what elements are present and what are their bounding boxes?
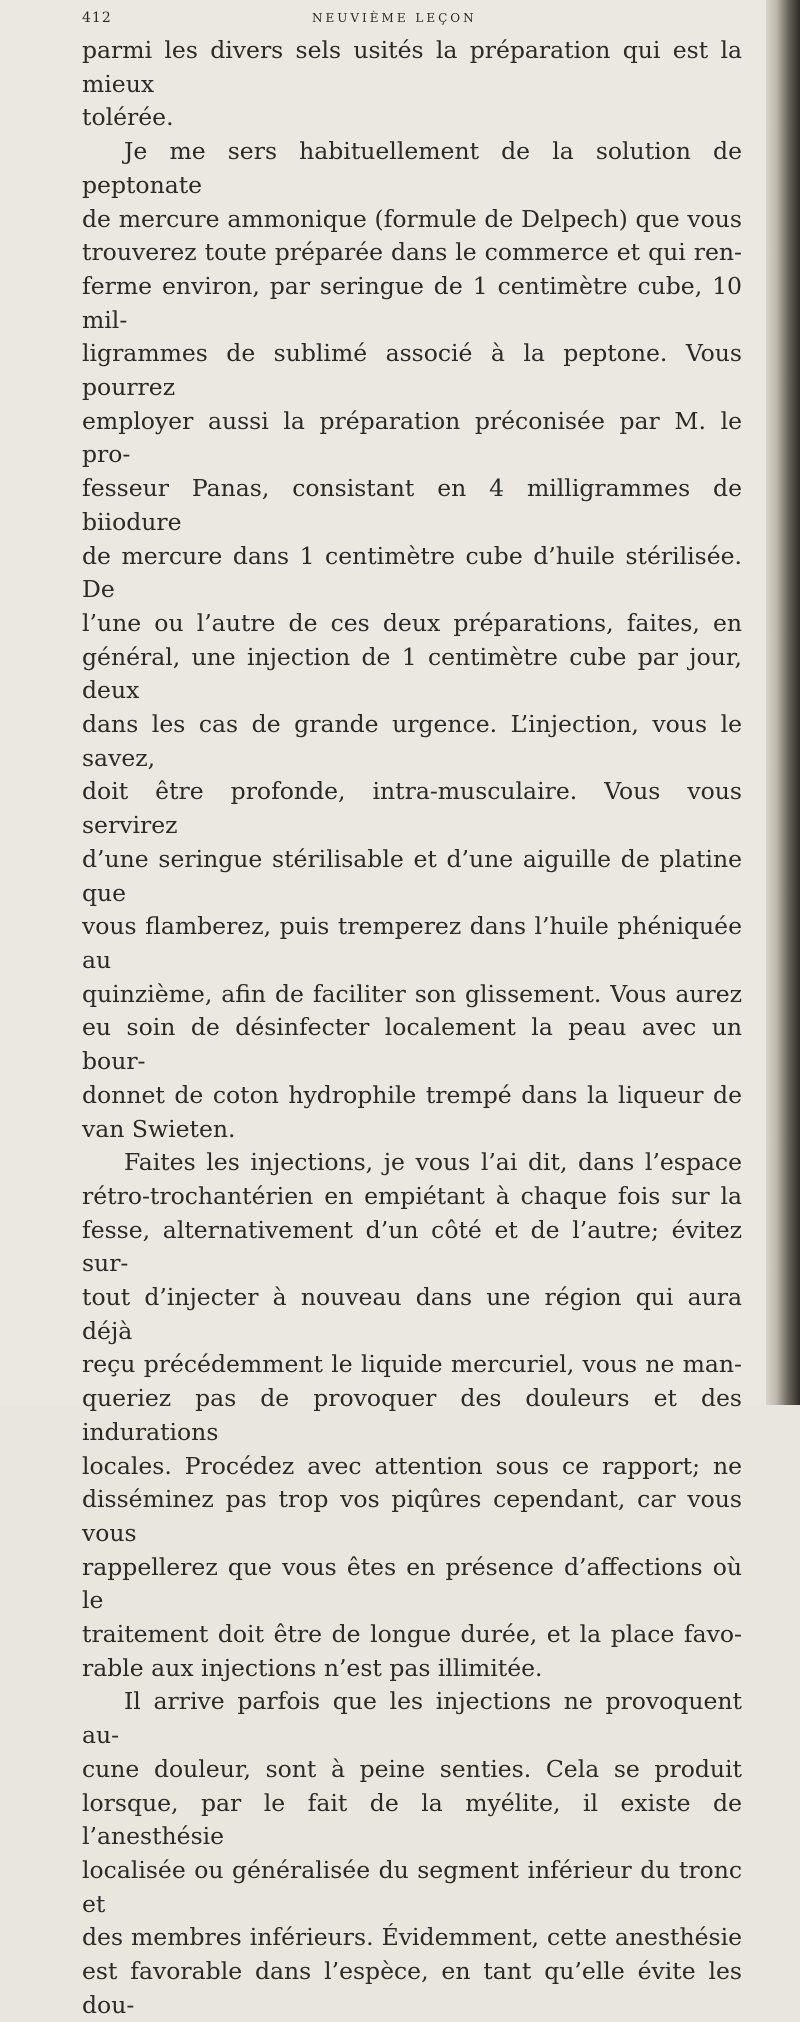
page-number: 412: [82, 10, 112, 26]
text-line: van Swieten.: [82, 1114, 236, 1143]
text-line: trouverez toute préparée dans le commerce et qui ren-: [82, 238, 742, 267]
text-line: quinzième, afin de faciliter son glissement. Vous aurez: [82, 979, 742, 1008]
text-line: rappellerez que vous êtes en présence d’affections où le: [82, 1552, 742, 1615]
text-line: cune douleur, sont à peine senties. Cela se produit: [82, 1754, 742, 1783]
text-line: doit être profonde, intra-musculaire. Vous vous servirez: [82, 777, 742, 840]
text-line: des membres inférieurs. Évidemment, cette anesthésie: [82, 1923, 742, 1952]
text-line: localisée ou généralisée du segment inférieur du tronc et: [82, 1855, 742, 1918]
text-line: de mercure dans 1 centimètre cube d’huile stérilisée. De: [82, 541, 742, 604]
text-line: général, une injection de 1 centimètre cube par jour, deux: [82, 642, 742, 705]
text-line: employer aussi la préparation préconisée par M. le pro-: [82, 406, 742, 469]
text-line: Faites les injections, je vous l’ai dit, dans l’espace: [124, 1148, 742, 1177]
text-line: Il arrive parfois que les injections ne provoquent au-: [82, 1687, 742, 1750]
text-body: [82, 34, 742, 2022]
text-line: ligrammes de sublimé associé à la peptone. Vous pourrez: [82, 339, 742, 402]
text-line: fesse, alternativement d’un côté et de l’autre; évitez sur-: [82, 1215, 742, 1278]
text-line: lorsque, par le fait de la myélite, il existe de l’anesthésie: [82, 1788, 742, 1851]
text-line: de mercure ammonique (formule de Delpech) que vous: [82, 204, 742, 233]
text-line: locales. Procédez avec attention sous ce rapport; ne: [82, 1451, 742, 1480]
text-line: vous flamberez, puis tremperez dans l’huile phéniquée au: [82, 912, 742, 974]
text-line: fesseur Panas, consistant en 4 milligrammes de biiodure: [82, 474, 742, 536]
text-line: disséminez pas trop vos piqûres cependant, car vous vous: [82, 1485, 742, 1547]
text-line: est favorable dans l’espèce, en tant qu’elle évite les dou-: [82, 1957, 742, 2019]
text-line: reçu précédemment le liquide mercuriel, vous ne man-: [82, 1350, 742, 1379]
text-line: ferme environ, par seringue de 1 centimètre cube, 10 mil-: [82, 271, 742, 334]
text-line: Je me sers habituellement de la solution de peptonate: [82, 137, 742, 199]
text-line: tout d’injecter à nouveau dans une région qui aura déjà: [82, 1283, 742, 1345]
text-line: rable aux injections n’est pas illimitée.: [82, 1653, 543, 1682]
text-line: tolérée.: [82, 103, 174, 132]
text-line: rétro-trochantérien en empiétant à chaque fois sur la: [82, 1181, 742, 1210]
running-head: [82, 10, 712, 32]
text-line: queriez pas de provoquer des douleurs et des indurations: [82, 1384, 742, 1446]
text-line: donnet de coton hydrophile trempé dans la liqueur de: [82, 1080, 742, 1109]
text-line: d’une seringue stérilisable et d’une aiguille de platine que: [82, 844, 742, 907]
text-line: eu soin de désinfecter localement la peau avec un bour-: [82, 1013, 742, 1076]
text-line: dans les cas de grande urgence. L’injection, vous le savez,: [82, 710, 742, 772]
book-spine-shadow: [766, 0, 800, 1405]
text-line: l’une ou l’autre de ces deux préparations, faites, en: [82, 608, 742, 637]
text-line: traitement doit être de longue durée, et la place favo-: [82, 1620, 742, 1649]
text-line: parmi les divers sels usités la préparation qui est la mieux: [82, 36, 742, 98]
chapter-title: NEUVIÈME LEÇON: [312, 11, 477, 25]
